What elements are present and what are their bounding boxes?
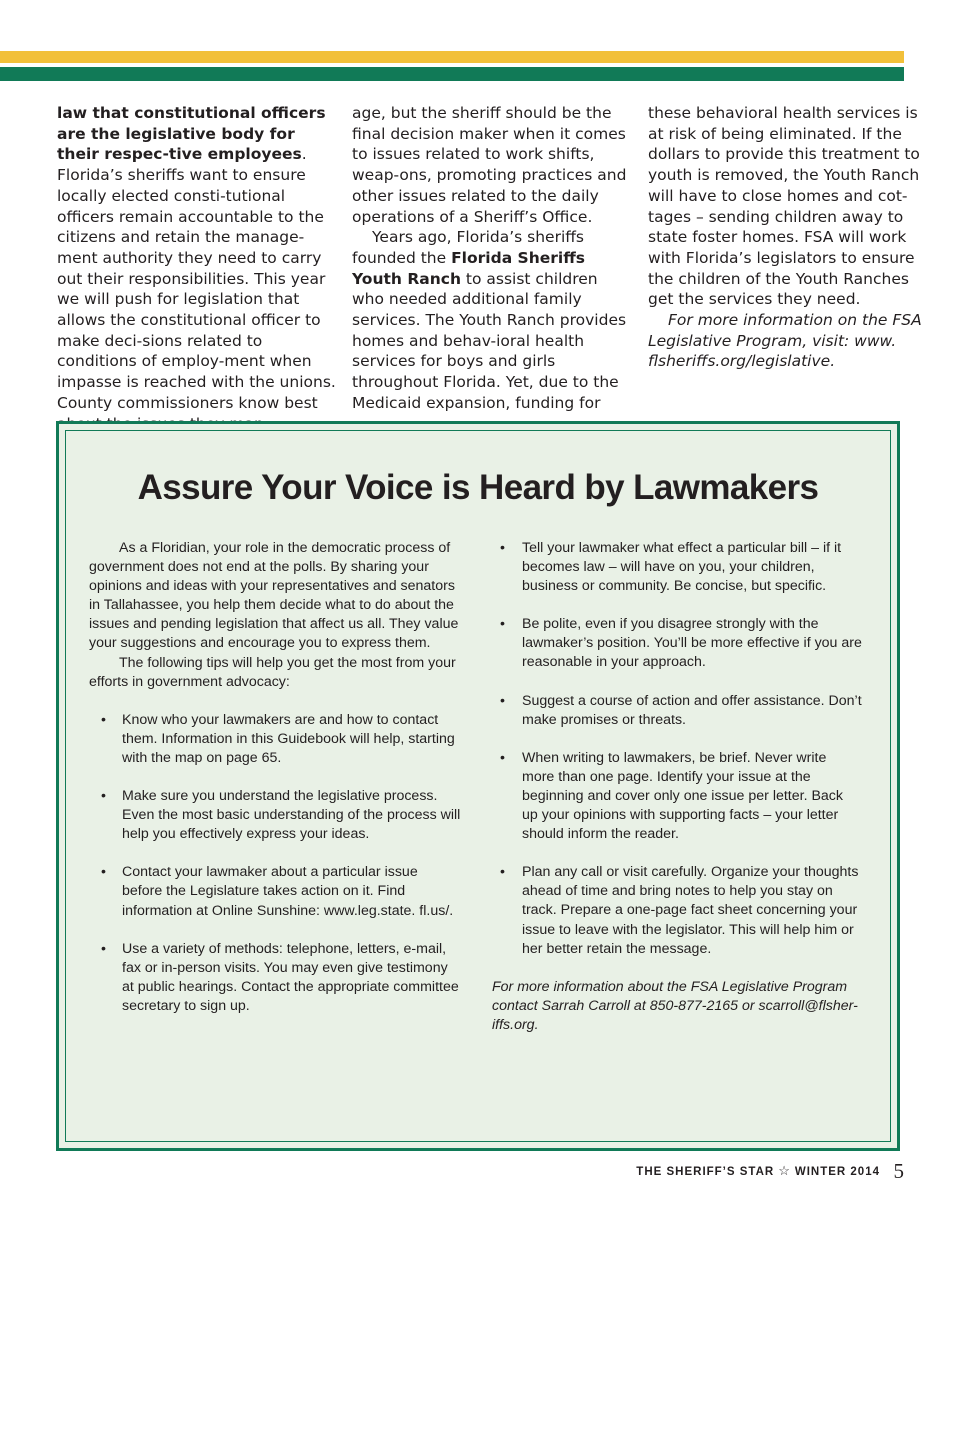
bold-lead: law that constitutional officers are the legislative body for their respec-tive employees xyxy=(57,104,326,164)
paragraph-text: to assist children who needed additional family services. The Youth Ranch provides homes and behav-ioral health services for boys and girls throughout Florida. Yet, due to the Medicaid expansion, funding for xyxy=(352,269,627,412)
top-gold-rule xyxy=(0,51,904,63)
paragraph-text: Years ago, Florida’s sheriffs founded the xyxy=(352,228,585,267)
bullet-icon: • xyxy=(500,616,505,633)
tip-text: When writing to lawmakers, be brief. Never write more than one page. Identify your issue at the beginning and cover only one issue per letter. Back up your opinions with supporting facts – your letter should inform the reader. xyxy=(522,749,843,843)
article-paragraph xyxy=(352,227,632,413)
article-paragraph: these behavioral health services is at risk of being eliminated. If the dollars to provide this treatment to youth is removed, the Youth Ranch will have to close homes and cot-tages – sending children away to state foster homes. FSA will work with Florida’s legislators to ensure the children of the Youth Ranches get the services they need. xyxy=(648,104,920,309)
tip-text: Know who your lawmakers are and how to contact them. Information in this Guidebook will help, starting with the map on page 65. xyxy=(122,711,455,766)
tip-text: Use a variety of methods: telephone, letters, e-mail, fax or in-person visits. You may even give testimony at public hearings. Contact the appropriate committee secretary to sign up. xyxy=(122,940,459,1014)
bullet-icon: • xyxy=(500,864,505,881)
bullet-icon: • xyxy=(101,864,106,881)
intro-paragraph: The following tips will help you get the most from your efforts in government advocacy: xyxy=(89,654,456,690)
article-paragraph xyxy=(57,103,337,434)
paragraph-text: . Florida’s sheriffs want to ensure locally elected consti-tutional officers remain accountable to the citizens and retain the manage-ment authority they need to carry out their responsibilities. This year we will push for legislation that allows the constitutional officer to make deci-sions related to conditions of employ-ment when impasse is reached with the unions. County commissioners know best xyxy=(57,145,336,412)
tip-text: Suggest a course of action and offer assistance. Don’t make promises or threats. xyxy=(522,692,862,728)
issue-date: WINTER 2014 xyxy=(794,1166,880,1178)
youth-ranch-name: Florida Sheriffs Youth Ranch xyxy=(352,248,586,288)
tips-sidebar-inner-border xyxy=(65,430,891,1142)
bullet-icon: • xyxy=(500,540,505,556)
publication-name: THE SHERIFF’S STAR xyxy=(636,1166,775,1178)
article-paragraph: age, but the sheriff should be the final decision maker when it comes to issues related to work shifts, weap-ons, promoting practices and other issues related to the daily operations of a Sheriff’s Office. xyxy=(352,104,627,226)
article-column-1 xyxy=(57,103,337,434)
tip-text: Plan any call or visit carefully. Organize your thoughts ahead of time and bring notes to help you stay on track. Prepare a one-page fact sheet concerning your issue to leave with the legislator. This will help him or her better retain the message. xyxy=(522,864,859,957)
sidebar-title: Assure Your Voice is Heard by Lawmakers xyxy=(137,468,819,507)
bullet-icon: • xyxy=(500,749,505,766)
page-number: 5 xyxy=(893,1159,904,1183)
bullet-icon: • xyxy=(500,692,505,709)
more-info-text: For more information about the FSA Legislative Program contact Sarrah Carroll at 850-877-2165 or scarroll@flsher-iffs.org. xyxy=(492,978,858,1033)
tip-text: Make sure you understand the legislative process. Even the most basic understanding of the process will help you effectively express your ideas. xyxy=(122,788,461,843)
bullet-icon: • xyxy=(101,940,106,957)
article-column-2 xyxy=(352,103,632,414)
tip-text: Tell your lawmaker what effect a particular bill – if it becomes law – will have on you, your children, business or community. Be concise, but specific. xyxy=(522,540,842,595)
top-green-rule xyxy=(0,67,904,81)
article-column-3 xyxy=(648,103,928,372)
tips-sidebar-box xyxy=(56,421,900,1151)
tip-text: Be polite, even if you disagree strongly with the lawmaker’s position. You’ll be more effective if you are reasonable in your approach. xyxy=(522,616,862,671)
star-icon: ☆ xyxy=(778,1163,791,1178)
more-info-italic: For more information on the FSA Legislative Program, visit: www. flsheriffs.org/legislative. xyxy=(648,311,922,371)
tip-text: Contact your lawmaker about a particular issue before the Legislature takes action on it. Find information at Online Sunshine: www.leg.state. fl.us/. xyxy=(122,864,454,919)
intro-paragraph: As a Floridian, your role in the democratic process of government does not end at the polls. By sharing your opinions and ideas with your representatives and senators in Tallahassee, you help them decide what to do about the issues and pending legislation that affect us all. They value your suggestions and encourage you to express them. xyxy=(89,540,459,652)
more-info-link-text xyxy=(648,310,928,372)
bullet-icon: • xyxy=(101,788,106,805)
page-footer xyxy=(636,1163,880,1179)
bullet-icon: • xyxy=(101,711,106,728)
